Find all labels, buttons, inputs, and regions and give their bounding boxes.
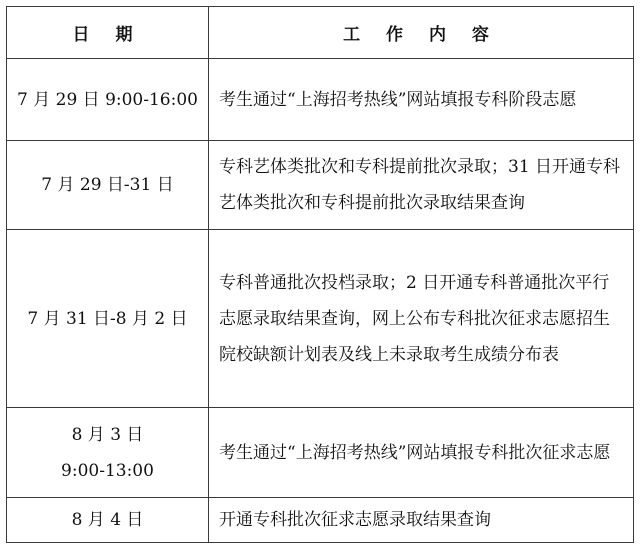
work-content-cell: 专科普通批次投档录取；2 日开通专科普通批次平行志愿录取结果查询，网上公布专科批次征求志愿招生院校缺额计划表及线上未录取考生成绩分布表 bbox=[209, 230, 634, 408]
header-work-content: 工 作 内 容 bbox=[209, 7, 634, 59]
date-cell bbox=[7, 230, 209, 408]
table-row bbox=[7, 498, 634, 543]
work-content-cell: 专科艺体类批次和专科提前批次录取；31 日开通专科艺体类批次和专科提前批次录取结果查询 bbox=[209, 141, 634, 230]
date-text: 7 月 29 日-31 日 bbox=[41, 175, 174, 195]
date-cell bbox=[7, 59, 209, 141]
header-date: 日 期 bbox=[7, 7, 209, 59]
time-text: 9:00-13:00 bbox=[61, 460, 154, 481]
table-row bbox=[7, 141, 634, 230]
work-content-cell: 开通专科批次征求志愿录取结果查询 bbox=[209, 498, 634, 543]
date-text: 7 月 29 日 9:00-16:00 bbox=[17, 89, 198, 110]
work-content-cell: 考生通过“上海招考热线”网站填报专科批次征求志愿 bbox=[209, 408, 634, 498]
date-cell bbox=[7, 498, 209, 543]
work-content-cell: 考生通过“上海招考热线”网站填报专科阶段志愿 bbox=[209, 59, 634, 141]
admission-schedule-table bbox=[6, 6, 634, 543]
table-row bbox=[7, 230, 634, 408]
date-text: 8 月 4 日 bbox=[71, 510, 144, 530]
date-cell bbox=[7, 141, 209, 230]
table-row bbox=[7, 408, 634, 498]
date-cell bbox=[7, 408, 209, 498]
date-text: 8 月 3 日 bbox=[71, 424, 144, 445]
date-text: 7 月 31 日-8 月 2 日 bbox=[27, 308, 188, 329]
table-row bbox=[7, 59, 634, 141]
table-header-row bbox=[7, 7, 634, 59]
